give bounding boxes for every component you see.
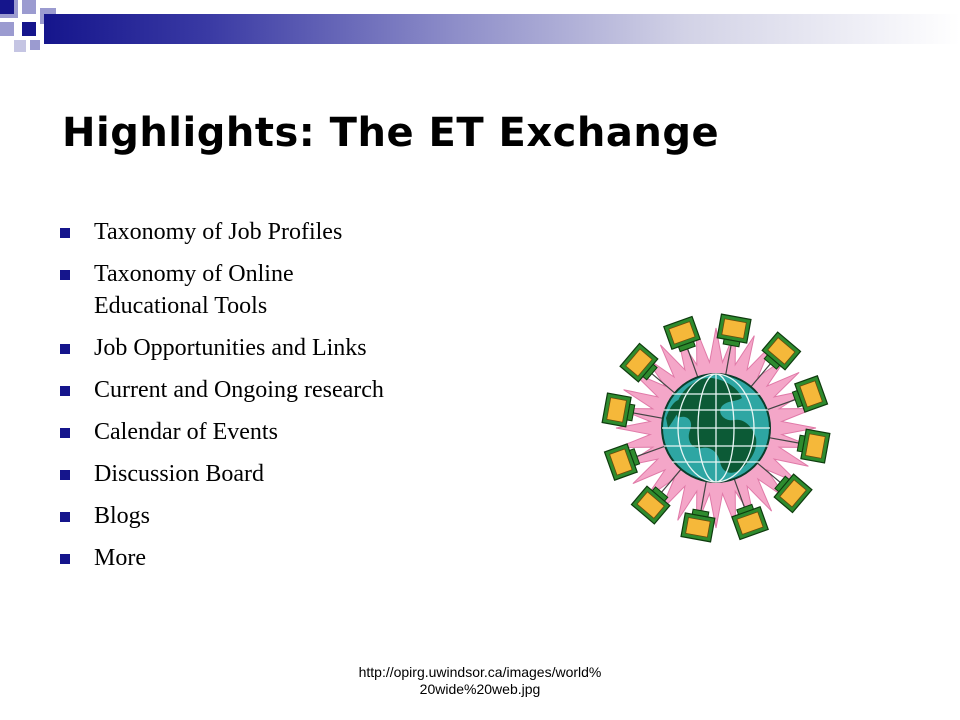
world-network-clipart: [588, 300, 844, 556]
bullet-item: [60, 416, 480, 448]
bullet-item: [60, 258, 344, 322]
monitor-icon: [602, 393, 636, 428]
bullet-text: More: [94, 545, 146, 571]
bullet-item: [60, 500, 480, 532]
square-bullet-icon: [60, 386, 70, 396]
bullet-item: [60, 542, 480, 574]
caption-line: 20wide%20web.jpg: [419, 681, 541, 697]
caption-line: http://opirg.uwindsor.ca/images/world%: [358, 664, 602, 680]
monitor-icon: [730, 502, 768, 539]
bullet-text: Taxonomy of Job Profiles: [94, 219, 343, 245]
square-bullet-icon: [60, 470, 70, 480]
monitor-icon: [605, 442, 642, 480]
monitor-icon: [716, 314, 751, 348]
monitor-icon: [790, 376, 827, 414]
bullet-item: [60, 374, 480, 406]
globe-icon: [662, 374, 770, 482]
monitor-icon: [681, 508, 716, 542]
bullet-text: Calendar of Events: [94, 419, 278, 445]
bullet-text: Taxonomy of Online Educational Tools: [94, 261, 294, 319]
bullet-text: Job Opportunities and Links: [94, 335, 367, 361]
slide-title: Highlights: The ET Exchange: [62, 110, 720, 156]
bullet-text: Blogs: [94, 503, 151, 529]
square-bullet-icon: [60, 270, 70, 280]
bullet-item: [60, 458, 480, 490]
bullet-text: Current and Ongoing research: [94, 377, 384, 403]
image-source-caption: [300, 664, 660, 698]
bullet-item: [60, 216, 480, 248]
square-bullet-icon: [60, 554, 70, 564]
bullet-text: Discussion Board: [94, 461, 264, 487]
square-bullet-icon: [60, 512, 70, 522]
monitor-icon: [664, 317, 702, 354]
monitor-icon: [796, 428, 830, 463]
bullet-list: [60, 216, 480, 584]
header-gradient-bar: [44, 14, 960, 44]
square-bullet-icon: [60, 344, 70, 354]
square-bullet-icon: [60, 428, 70, 438]
square-bullet-icon: [60, 228, 70, 238]
bullet-item: [60, 332, 480, 364]
